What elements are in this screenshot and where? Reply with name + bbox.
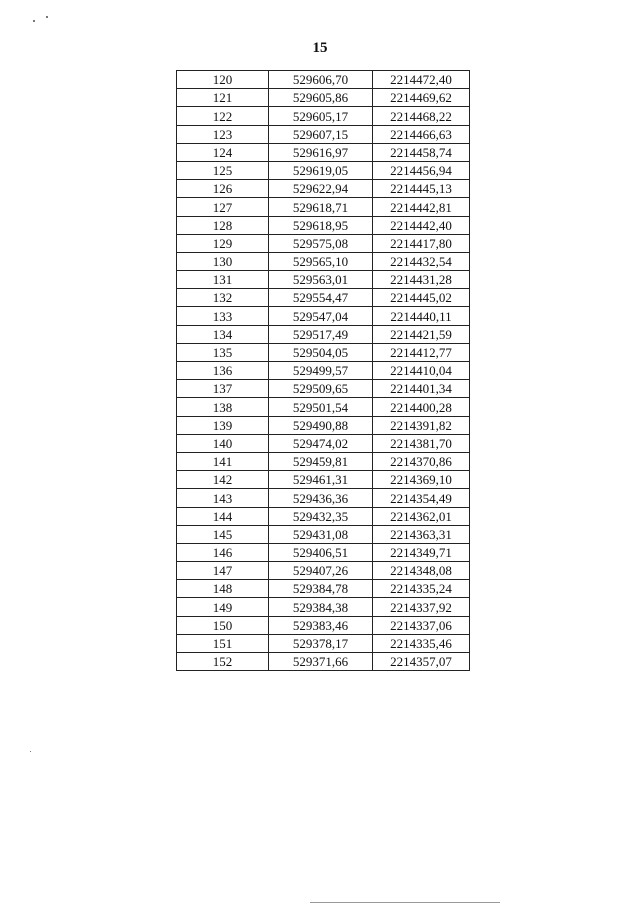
- x-coordinate-cell: 529461,31: [269, 471, 373, 489]
- point-number-cell: 131: [177, 271, 269, 289]
- table-row: [177, 216, 470, 234]
- table-row: [177, 161, 470, 179]
- x-coordinate-cell: 529606,70: [269, 71, 373, 89]
- table-row: [177, 107, 470, 125]
- point-number-cell: 130: [177, 252, 269, 270]
- y-coordinate-cell: 2214472,40: [373, 71, 470, 89]
- point-number-cell: 123: [177, 125, 269, 143]
- point-number-cell: 134: [177, 325, 269, 343]
- table-row: [177, 616, 470, 634]
- y-coordinate-cell: 2214417,80: [373, 234, 470, 252]
- x-coordinate-cell: 529517,49: [269, 325, 373, 343]
- table-row: [177, 416, 470, 434]
- point-number-cell: 143: [177, 489, 269, 507]
- x-coordinate-cell: 529622,94: [269, 180, 373, 198]
- y-coordinate-cell: 2214363,31: [373, 525, 470, 543]
- y-coordinate-cell: 2214421,59: [373, 325, 470, 343]
- y-coordinate-cell: 2214445,13: [373, 180, 470, 198]
- point-number-cell: 133: [177, 307, 269, 325]
- point-number-cell: 121: [177, 89, 269, 107]
- x-coordinate-cell: 529575,08: [269, 234, 373, 252]
- point-number-cell: 137: [177, 380, 269, 398]
- point-number-cell: 139: [177, 416, 269, 434]
- x-coordinate-cell: 529431,08: [269, 525, 373, 543]
- table-row: [177, 289, 470, 307]
- point-number-cell: 135: [177, 343, 269, 361]
- table-row: [177, 307, 470, 325]
- x-coordinate-cell: 529547,04: [269, 307, 373, 325]
- x-coordinate-cell: 529605,86: [269, 89, 373, 107]
- point-number-cell: 138: [177, 398, 269, 416]
- x-coordinate-cell: 529501,54: [269, 398, 373, 416]
- y-coordinate-cell: 2214401,34: [373, 380, 470, 398]
- point-number-cell: 126: [177, 180, 269, 198]
- x-coordinate-cell: 529619,05: [269, 161, 373, 179]
- x-coordinate-cell: 529474,02: [269, 434, 373, 452]
- x-coordinate-cell: 529509,65: [269, 380, 373, 398]
- scan-speck: [46, 16, 48, 18]
- point-number-cell: 144: [177, 507, 269, 525]
- x-coordinate-cell: 529618,95: [269, 216, 373, 234]
- y-coordinate-cell: 2214348,08: [373, 562, 470, 580]
- y-coordinate-cell: 2214440,11: [373, 307, 470, 325]
- y-coordinate-cell: 2214335,46: [373, 634, 470, 652]
- table-row: [177, 252, 470, 270]
- y-coordinate-cell: 2214357,07: [373, 653, 470, 671]
- y-coordinate-cell: 2214456,94: [373, 161, 470, 179]
- x-coordinate-cell: 529605,17: [269, 107, 373, 125]
- point-number-cell: 124: [177, 143, 269, 161]
- y-coordinate-cell: 2214337,92: [373, 598, 470, 616]
- y-coordinate-cell: 2214431,28: [373, 271, 470, 289]
- x-coordinate-cell: 529490,88: [269, 416, 373, 434]
- point-number-cell: 127: [177, 198, 269, 216]
- table-row: [177, 234, 470, 252]
- table-row: [177, 89, 470, 107]
- y-coordinate-cell: 2214362,01: [373, 507, 470, 525]
- y-coordinate-cell: 2214442,40: [373, 216, 470, 234]
- y-coordinate-cell: 2214369,10: [373, 471, 470, 489]
- x-coordinate-cell: 529565,10: [269, 252, 373, 270]
- y-coordinate-cell: 2214458,74: [373, 143, 470, 161]
- y-coordinate-cell: 2214445,02: [373, 289, 470, 307]
- y-coordinate-cell: 2214400,28: [373, 398, 470, 416]
- point-number-cell: 140: [177, 434, 269, 452]
- y-coordinate-cell: 2214412,77: [373, 343, 470, 361]
- x-coordinate-cell: 529436,36: [269, 489, 373, 507]
- y-coordinate-cell: 2214354,49: [373, 489, 470, 507]
- y-coordinate-cell: 2214335,24: [373, 580, 470, 598]
- x-coordinate-cell: 529371,66: [269, 653, 373, 671]
- coordinates-table: [176, 70, 470, 671]
- point-number-cell: 152: [177, 653, 269, 671]
- y-coordinate-cell: 2214370,86: [373, 452, 470, 470]
- table-row: [177, 525, 470, 543]
- table-row: [177, 434, 470, 452]
- x-coordinate-cell: 529384,78: [269, 580, 373, 598]
- table-row: [177, 198, 470, 216]
- point-number-cell: 149: [177, 598, 269, 616]
- scan-speck: [33, 20, 35, 22]
- x-coordinate-cell: 529459,81: [269, 452, 373, 470]
- y-coordinate-cell: 2214410,04: [373, 362, 470, 380]
- y-coordinate-cell: 2214468,22: [373, 107, 470, 125]
- table-row: [177, 343, 470, 361]
- x-coordinate-cell: 529499,57: [269, 362, 373, 380]
- table-row: [177, 543, 470, 561]
- table-row: [177, 180, 470, 198]
- x-coordinate-cell: 529406,51: [269, 543, 373, 561]
- x-coordinate-cell: 529383,46: [269, 616, 373, 634]
- point-number-cell: 136: [177, 362, 269, 380]
- point-number-cell: 145: [177, 525, 269, 543]
- scan-speck: [30, 751, 31, 752]
- table-row: [177, 634, 470, 652]
- point-number-cell: 151: [177, 634, 269, 652]
- y-coordinate-cell: 2214466,63: [373, 125, 470, 143]
- table-row: [177, 380, 470, 398]
- table-row: [177, 562, 470, 580]
- y-coordinate-cell: 2214469,62: [373, 89, 470, 107]
- point-number-cell: 129: [177, 234, 269, 252]
- x-coordinate-cell: 529563,01: [269, 271, 373, 289]
- x-coordinate-cell: 529607,15: [269, 125, 373, 143]
- x-coordinate-cell: 529504,05: [269, 343, 373, 361]
- point-number-cell: 128: [177, 216, 269, 234]
- table-row: [177, 398, 470, 416]
- table-row: [177, 143, 470, 161]
- table-row: [177, 580, 470, 598]
- x-coordinate-cell: 529407,26: [269, 562, 373, 580]
- scan-edge-line: [310, 902, 500, 903]
- x-coordinate-cell: 529384,38: [269, 598, 373, 616]
- table-row: [177, 653, 470, 671]
- table-row: [177, 489, 470, 507]
- y-coordinate-cell: 2214381,70: [373, 434, 470, 452]
- table-row: [177, 598, 470, 616]
- table-row: [177, 71, 470, 89]
- table-row: [177, 452, 470, 470]
- table-row: [177, 125, 470, 143]
- y-coordinate-cell: 2214442,81: [373, 198, 470, 216]
- table-row: [177, 507, 470, 525]
- table-row: [177, 362, 470, 380]
- point-number-cell: 125: [177, 161, 269, 179]
- y-coordinate-cell: 2214432,54: [373, 252, 470, 270]
- point-number-cell: 141: [177, 452, 269, 470]
- y-coordinate-cell: 2214337,06: [373, 616, 470, 634]
- point-number-cell: 147: [177, 562, 269, 580]
- table-row: [177, 271, 470, 289]
- x-coordinate-cell: 529616,97: [269, 143, 373, 161]
- x-coordinate-cell: 529432,35: [269, 507, 373, 525]
- x-coordinate-cell: 529378,17: [269, 634, 373, 652]
- page-number: 15: [312, 40, 328, 56]
- point-number-cell: 146: [177, 543, 269, 561]
- y-coordinate-cell: 2214349,71: [373, 543, 470, 561]
- x-coordinate-cell: 529618,71: [269, 198, 373, 216]
- point-number-cell: 148: [177, 580, 269, 598]
- table-row: [177, 325, 470, 343]
- coordinates-table-body: [177, 71, 470, 671]
- table-row: [177, 471, 470, 489]
- point-number-cell: 122: [177, 107, 269, 125]
- point-number-cell: 150: [177, 616, 269, 634]
- point-number-cell: 142: [177, 471, 269, 489]
- point-number-cell: 120: [177, 71, 269, 89]
- point-number-cell: 132: [177, 289, 269, 307]
- y-coordinate-cell: 2214391,82: [373, 416, 470, 434]
- x-coordinate-cell: 529554,47: [269, 289, 373, 307]
